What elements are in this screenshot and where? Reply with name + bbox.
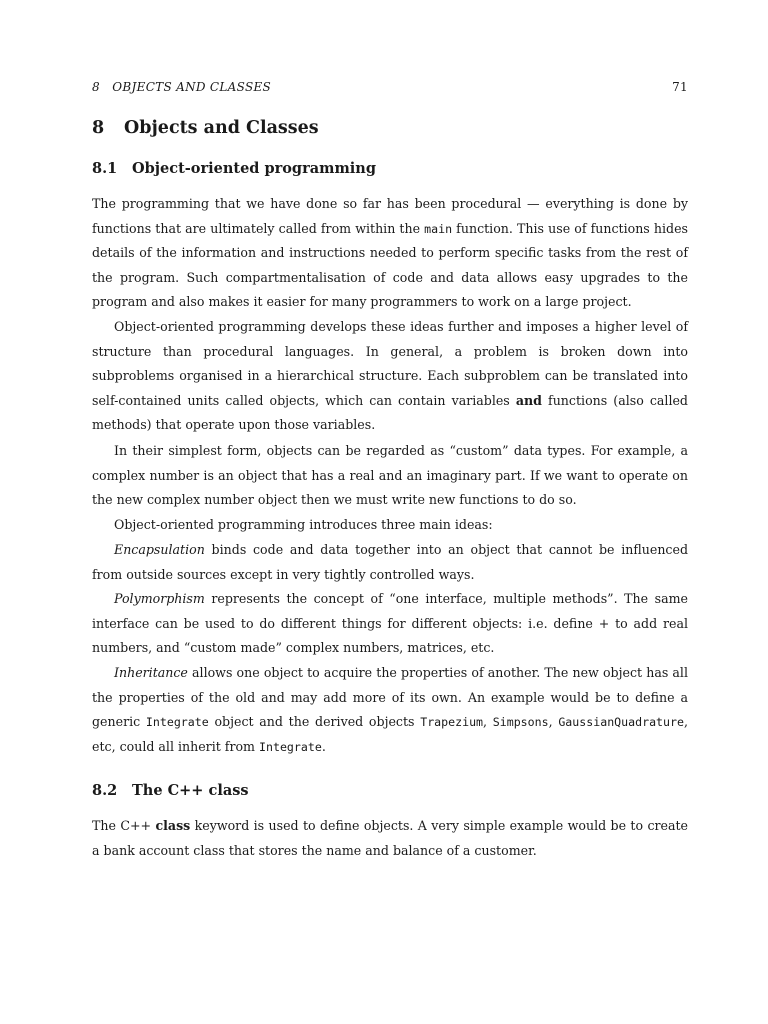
text: function. This use of functions hides details of the information and instructions needed to perform specific tasks from the rest of the program. Such compartmentalisation of code and data allows easy upgrades to the program and also makes it easier for many programmers to work on a large project. (92, 220, 688, 310)
code-main: main (424, 221, 453, 236)
code-gaussianquadrature: GaussianQuadrature (558, 715, 684, 730)
paragraph-procedural (92, 192, 688, 315)
paragraph-polymorphism (92, 587, 688, 661)
code-integrate: Integrate (259, 739, 322, 754)
text: represents the concept of “one interface, multiple methods”. The same interface can be used to do different things for different objects: i.e. define + to add real numbers, and “custom made” complex numbers, matrices, etc. (92, 591, 688, 656)
text: allows one object to acquire the properties of another. The new object has all the properties of the old and may add more of its own. An example would be to define a generic (92, 665, 688, 730)
term-inheritance: Inheritance (114, 665, 188, 680)
text: , etc, could all inherit from (92, 714, 688, 754)
paragraph-encapsulation (92, 538, 688, 587)
running-header (92, 80, 688, 94)
subsection-heading-8-1 (92, 160, 376, 177)
text: The C++ (92, 818, 156, 833)
section-number: 8 (92, 118, 105, 138)
code-trapezium: Trapezium (420, 715, 484, 730)
term-encapsulation: Encapsulation (114, 542, 205, 557)
code-simpsons: Simpsons (492, 715, 549, 730)
subsection-title: Object-oriented programming (132, 160, 376, 177)
subsection-heading-8-2 (92, 782, 249, 799)
code-integrate: Integrate (145, 715, 209, 730)
emphasis-and: and (515, 392, 542, 408)
text: object and the derived objects (208, 714, 421, 730)
paragraph-class-keyword (92, 814, 688, 863)
text: Object-oriented programming develops these ideas further and imposes a higher level of structure than procedural languages. In general, a problem is broken down into subproblems organised in a hierarchical structure. Each subproblem can be translated into self-contained units called objects, which can contain variables (92, 319, 688, 408)
paragraph-custom-types: In their simplest form, objects can be regarded as “custom” data types. For example, a complex number is an object that has a real and an imaginary part. If we want to operate on the new complex number object then we must write new functions to do so. (92, 443, 688, 508)
paragraph-inheritance (92, 661, 688, 759)
running-header-chapter: 8 OBJECTS AND CLASSES (92, 80, 272, 94)
subsection-number: 8.2 (92, 782, 118, 799)
section-heading (92, 118, 319, 138)
subsection-title: The C++ class (132, 782, 249, 799)
text: The programming that we have done so far has been procedural — everything is done by functions that are ultimately called from within the (92, 196, 688, 236)
term-polymorphism: Polymorphism (114, 591, 205, 606)
text: , (548, 714, 559, 730)
text: functions (also called methods) that operate upon those variables. (92, 392, 688, 433)
text: . (321, 738, 326, 754)
page-number: 71 (672, 80, 688, 94)
subsection-number: 8.1 (92, 160, 118, 177)
text: , (483, 714, 493, 730)
text: binds code and data together into an object that cannot be influenced from outside sources except in very tightly controlled ways. (92, 542, 688, 582)
section-title: Objects and Classes (124, 118, 319, 138)
paragraph-oop-intro (92, 315, 688, 438)
paragraph-three-ideas: Object-oriented programming introduces three main ideas: (114, 517, 493, 532)
text: keyword is used to define objects. A very simple example would be to create a bank account class that stores the name and balance of a customer. (92, 818, 688, 858)
emphasis-class: class (155, 818, 191, 833)
